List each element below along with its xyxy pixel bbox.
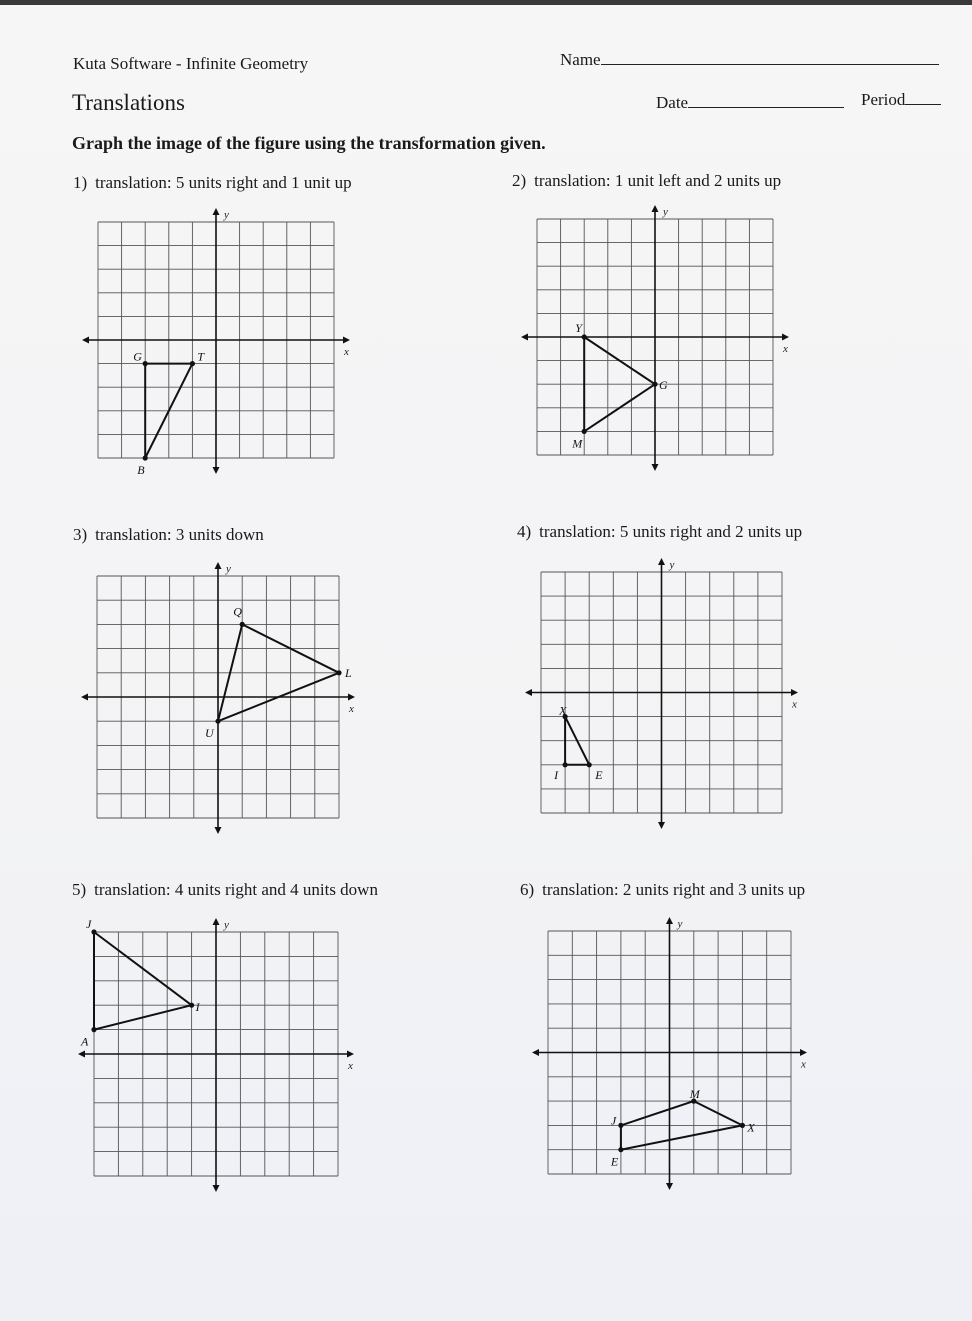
y-axis-arrow-up-icon — [658, 558, 665, 565]
x-axis-arrow-right-icon — [791, 689, 798, 696]
problem-6-graph[interactable] — [528, 915, 811, 1190]
vertex-point-y — [582, 334, 587, 339]
y-axis-arrow-up-icon — [666, 917, 673, 924]
y-axis-label: y — [224, 209, 229, 221]
y-axis-arrow-down-icon — [658, 822, 665, 829]
date-field[interactable] — [656, 93, 844, 113]
vertex-label-x: X — [747, 1120, 755, 1135]
vertex-point-g — [652, 382, 657, 387]
y-axis-arrow-up-icon — [213, 208, 220, 215]
problem-5-prompt — [72, 880, 378, 900]
problem-2-graph[interactable] — [517, 203, 793, 471]
problem-2-prompt — [512, 171, 781, 191]
problem-1-prompt — [73, 173, 352, 193]
y-axis-label: y — [669, 559, 675, 571]
name-field[interactable] — [560, 50, 939, 70]
x-axis-arrow-left-icon — [82, 337, 89, 344]
vertex-label-e: E — [610, 1154, 619, 1169]
y-axis-arrow-up-icon — [215, 562, 222, 569]
y-axis-arrow-down-icon — [652, 464, 659, 471]
coordinate-grid[interactable] — [521, 556, 802, 829]
problem-number: 2) — [512, 171, 527, 190]
x-axis-label: x — [783, 343, 788, 355]
coordinate-grid[interactable] — [77, 560, 359, 834]
problem-instruction: translation: 5 units right and 2 units up — [539, 522, 803, 541]
vertex-label-q: Q — [233, 604, 242, 619]
x-axis-arrow-left-icon — [532, 1049, 539, 1056]
problem-instruction: translation: 2 units right and 3 units up — [542, 880, 806, 899]
problem-3-prompt — [73, 525, 264, 545]
coordinate-grid[interactable] — [517, 203, 793, 471]
x-axis-arrow-right-icon — [800, 1049, 807, 1056]
page-title: Translations — [72, 90, 185, 115]
problem-5-graph[interactable] — [74, 916, 358, 1192]
y-axis-label: y — [677, 918, 683, 930]
period-field[interactable] — [861, 90, 941, 110]
vertex-point-e — [618, 1147, 623, 1152]
x-axis-label: x — [349, 703, 354, 715]
x-axis-arrow-right-icon — [782, 334, 789, 341]
coordinate-grid[interactable] — [78, 206, 354, 477]
problem-instruction: translation: 1 unit left and 2 units up — [534, 171, 782, 190]
vertex-label-b: B — [137, 463, 145, 477]
name-label: Name — [560, 50, 601, 69]
problem-3-graph[interactable] — [77, 560, 359, 834]
vertex-label-x: X — [559, 703, 567, 718]
problem-number: 1) — [73, 173, 88, 192]
vertex-label-i: I — [554, 767, 559, 782]
coordinate-grid[interactable] — [74, 916, 358, 1192]
x-axis-label: x — [348, 1060, 353, 1072]
y-axis-arrow-down-icon — [213, 467, 220, 474]
x-axis-arrow-right-icon — [343, 337, 350, 344]
y-axis-arrow-up-icon — [213, 918, 220, 925]
vertex-point-q — [240, 622, 245, 627]
publisher-header: Kuta Software - Infinite Geometry — [73, 54, 309, 73]
problem-instruction: translation: 5 units right and 1 unit up — [95, 173, 352, 192]
vertex-label-m: M — [572, 436, 583, 451]
x-axis-arrow-left-icon — [525, 689, 532, 696]
vertex-point-j — [91, 929, 96, 934]
vertex-point-j — [618, 1123, 623, 1128]
problem-number: 6) — [520, 880, 535, 899]
x-axis-arrow-right-icon — [347, 1051, 354, 1058]
vertex-label-j: J — [86, 917, 92, 931]
vertex-point-b — [143, 455, 148, 460]
x-axis-arrow-right-icon — [348, 694, 355, 701]
vertex-label-a: A — [81, 1034, 89, 1049]
y-axis-arrow-down-icon — [215, 827, 222, 834]
vertex-label-e: E — [595, 767, 603, 782]
vertex-label-g: G — [133, 349, 142, 364]
x-axis-arrow-left-icon — [521, 334, 528, 341]
coordinate-grid[interactable] — [528, 915, 811, 1190]
x-axis-label: x — [344, 346, 349, 358]
problem-6-prompt — [520, 880, 805, 900]
y-axis-label: y — [663, 206, 668, 218]
vertex-point-e — [587, 762, 592, 767]
period-label: Period — [861, 90, 906, 109]
y-axis-arrow-down-icon — [213, 1185, 220, 1192]
x-axis-arrow-left-icon — [81, 694, 88, 701]
y-axis-label: y — [226, 563, 231, 575]
vertex-point-g — [143, 361, 148, 366]
vertex-point-a — [91, 1027, 96, 1032]
problem-instruction: translation: 4 units right and 4 units down — [94, 880, 378, 899]
problem-number: 3) — [73, 525, 88, 544]
problem-instruction: translation: 3 units down — [95, 525, 264, 544]
y-axis-label: y — [224, 919, 229, 931]
problem-4-graph[interactable] — [521, 556, 802, 829]
vertex-label-u: U — [205, 726, 214, 741]
vertex-label-j: J — [610, 1113, 617, 1128]
problem-number: 5) — [72, 880, 87, 899]
vertex-label-t: T — [197, 349, 205, 364]
x-axis-label: x — [792, 698, 797, 711]
vertex-label-i: I — [195, 1000, 200, 1015]
vertex-point-i — [189, 1003, 194, 1008]
vertex-point-t — [190, 361, 195, 366]
instructions: Graph the image of the figure using the transformation given. — [72, 133, 546, 153]
vertex-point-m — [582, 429, 587, 434]
vertex-label-m: M — [689, 1087, 700, 1102]
date-label: Date — [656, 93, 689, 112]
vertex-point-i — [563, 762, 568, 767]
vertex-point-u — [215, 719, 220, 724]
x-axis-label: x — [801, 1058, 806, 1071]
vertex-point-x — [740, 1123, 745, 1128]
vertex-point-l — [336, 670, 341, 675]
y-axis-arrow-up-icon — [652, 205, 659, 212]
y-axis-arrow-down-icon — [666, 1183, 673, 1190]
problem-1-graph[interactable] — [78, 206, 354, 477]
vertex-label-g: G — [659, 378, 668, 393]
problem-number: 4) — [517, 522, 532, 541]
vertex-label-l: L — [345, 665, 352, 680]
x-axis-arrow-left-icon — [78, 1051, 85, 1058]
vertex-label-y: Y — [575, 321, 582, 335]
page-edge — [0, 0, 972, 5]
problem-4-prompt — [517, 522, 802, 542]
